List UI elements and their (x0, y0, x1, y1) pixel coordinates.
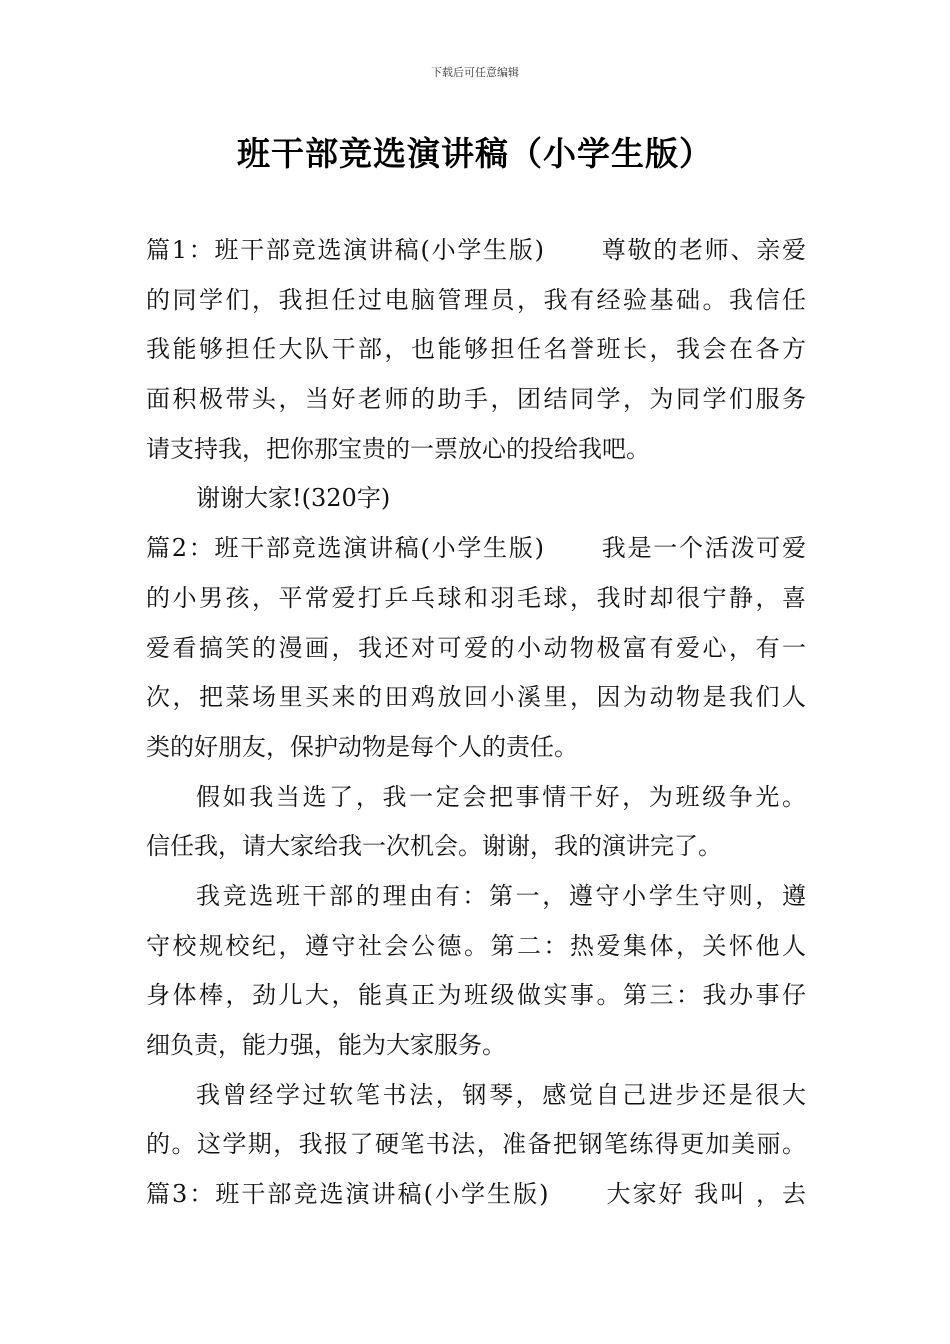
paragraph-line (146, 524, 806, 574)
paragraph-line (146, 474, 806, 524)
line-text: 爱看搞笑的漫画，我还对可爱的小动物极富有爱心，有一 (146, 633, 806, 662)
paragraph-line (146, 276, 806, 326)
line-text: 的小男孩，平常爱打乒乓球和羽毛球，我时却很宁静，喜 (146, 583, 806, 612)
paragraph-line (146, 574, 806, 624)
paragraph-line (146, 773, 806, 823)
paragraph-line (146, 624, 806, 674)
line-text: 的同学们，我担任过电脑管理员，我有经验基础。我信任 (146, 285, 806, 314)
line-text: 我曾经学过软笔书法，钢琴，感觉自己进步还是很大 (196, 1080, 806, 1109)
paragraph-line (146, 922, 806, 972)
line-text: 请支持我，把你那宝贵的一票放心的投给我吧。 (146, 434, 650, 463)
paragraph-line (146, 1071, 806, 1121)
document-body (146, 226, 806, 1220)
line-text: 我能够担任大队干部，也能够担任名誉班长，我会在各方 (146, 335, 806, 364)
line-text: 篇2：班干部竞选演讲稿(小学生版) (146, 534, 544, 563)
header-note: 下载后可任意编辑 (431, 66, 519, 79)
line-text: 篇3：班干部竞选演讲稿(小学生版) (146, 1180, 549, 1209)
line-tail-text: 大家好 我叫 ，去 (604, 1180, 806, 1209)
paragraph-line (146, 872, 806, 922)
line-text: 我竞选班干部的理由有：第一，遵守小学生守则，遵 (196, 881, 806, 910)
line-text: 守校规校纪，遵守社会公德。第二：热爱集体，关怀他人 (146, 931, 806, 960)
line-text: 假如我当选了，我一定会把事情干好，为班级争光。 (196, 782, 806, 811)
paragraph-line (146, 723, 806, 773)
line-text: 身体棒，劲儿大，能真正为班级做实事。第三：我办事仔 (146, 981, 806, 1010)
line-text: 面积极带头，当好老师的助手，团结同学，为同学们服务 (146, 385, 806, 414)
line-text: 谢谢大家!(320字) (196, 484, 391, 513)
line-tail-text: 尊敬的老师、亲爱 (600, 236, 806, 264)
document-title: 班干部竞选演讲稿（小学生版） (237, 134, 713, 173)
line-text: 次，把菜场里买来的田鸡放回小溪里，因为动物是我们人 (146, 683, 806, 712)
line-text: 类的好朋友，保护动物是每个人的责任。 (146, 732, 578, 761)
paragraph-line (146, 375, 806, 425)
paragraph-line (146, 325, 806, 375)
paragraph-line (146, 226, 806, 276)
paragraph-line (146, 822, 806, 872)
line-text: 信任我，请大家给我一次机会。谢谢，我的演讲完了。 (146, 832, 722, 861)
paragraph-line (146, 673, 806, 723)
paragraph-line (146, 971, 806, 1021)
line-text: 细负责，能力强，能为大家服务。 (146, 1031, 506, 1059)
line-tail-text: 我是一个活泼可爱 (600, 534, 806, 563)
line-text: 篇1：班干部竞选演讲稿(小学生版) (146, 236, 544, 264)
paragraph-line (146, 1021, 806, 1071)
line-text: 的。这学期，我报了硬笔书法，准备把钢笔练得更加美丽。 (146, 1130, 806, 1159)
paragraph-line (146, 1170, 806, 1220)
paragraph-line (146, 1120, 806, 1170)
paragraph-line (146, 425, 806, 475)
